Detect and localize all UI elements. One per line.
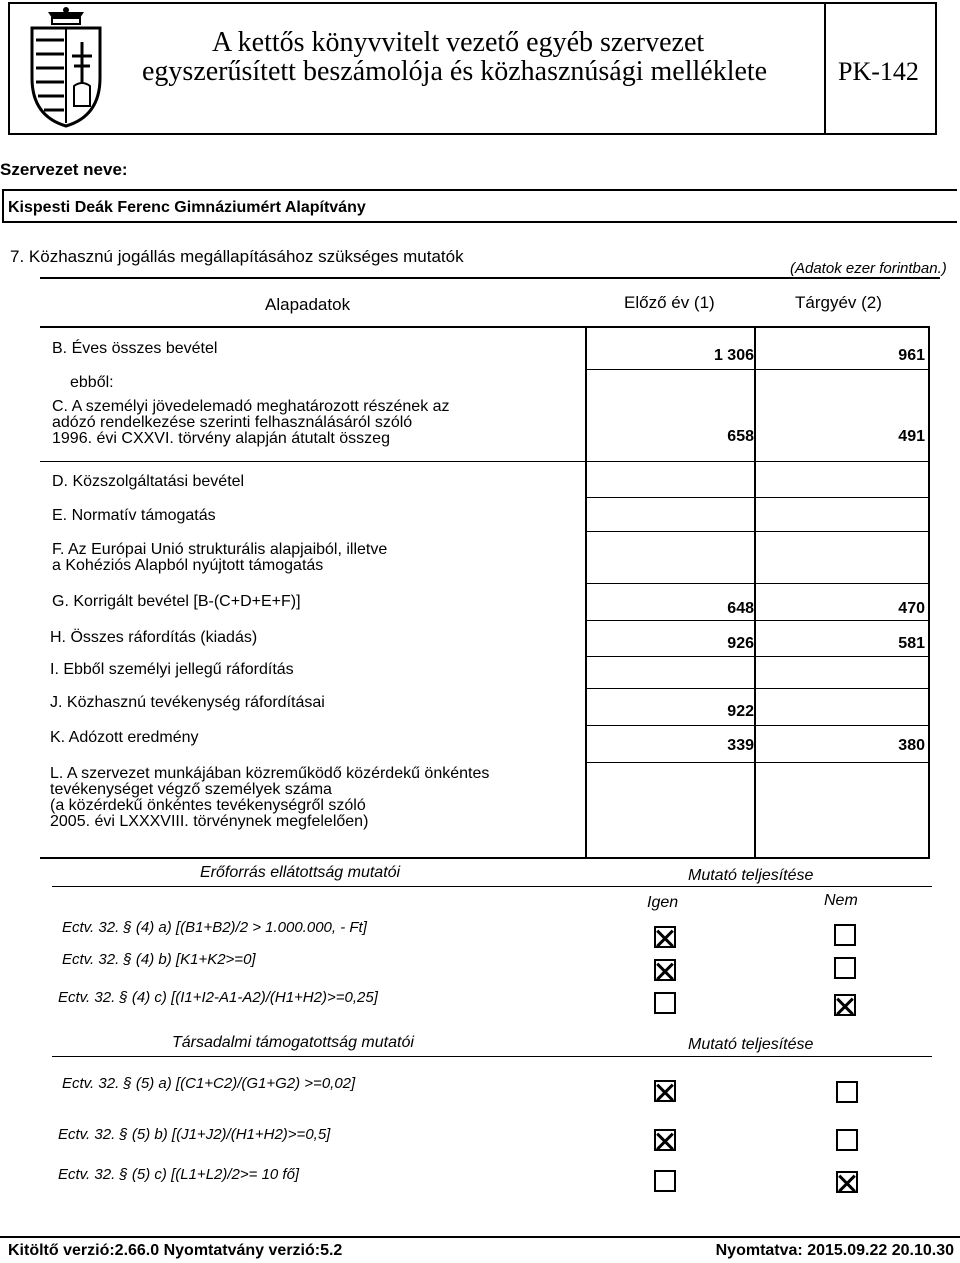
indicator-4b-yes-checkbox[interactable] [654, 959, 676, 981]
row-h-prev[interactable]: 926 [727, 635, 754, 652]
indicator-4a-yes-checkbox[interactable] [654, 926, 676, 948]
row-sep [585, 369, 930, 370]
row-b-sub-label: ebből: [70, 374, 114, 391]
row-b-curr[interactable]: 961 [898, 347, 925, 364]
indicators1-result-title: Mutató teljesítése [688, 867, 814, 884]
row-sep [585, 656, 930, 657]
row-i-label: I. Ebből személyi jellegű ráfordítás [50, 661, 294, 678]
row-l-label-1: L. A szervezet munkájában közreműködő közérdekű önkéntes [50, 765, 490, 782]
row-l-label-3: (a közérdekű önkéntes tevékenységről szóló [50, 797, 366, 814]
indicator-5c-yes-checkbox[interactable] [654, 1170, 676, 1192]
row-d-label: D. Közszolgáltatási bevétel [52, 473, 245, 490]
indicator-4a-label: Ectv. 32. § (4) a) [(B1+B2)/2 > 1.000.000, - Ft] [62, 919, 367, 936]
indicator-5a-yes-checkbox[interactable] [654, 1080, 676, 1102]
indicator-5c-label: Ectv. 32. § (5) c) [(L1+L2)/2>= 10 fő] [58, 1166, 300, 1183]
row-g-curr[interactable]: 470 [898, 600, 925, 617]
col-header-base: Alapadatok [265, 295, 351, 314]
row-g-label: G. Korrigált bevétel [B-(C+D+E+F)] [52, 593, 301, 610]
row-c-label-1: C. A személyi jövedelemadó meghatározott részének az [52, 398, 450, 415]
table-bottom-border [40, 857, 930, 859]
row-j-label: J. Közhasznú tevékenység ráfordításai [50, 694, 325, 711]
row-sep [585, 725, 930, 726]
form-title-line2: egyszerűsített beszámolója és közhasznúsági melléklete [142, 56, 768, 87]
indicator-5c-no-checkbox[interactable] [836, 1171, 858, 1193]
units-note: (Adatok ezer forintban.) [790, 260, 947, 277]
row-c-prev[interactable]: 658 [727, 428, 754, 445]
indicator-4b-label: Ectv. 32. § (4) b) [K1+K2>=0] [62, 951, 256, 968]
indicators2-title: Társadalmi támogatottság mutatói [172, 1034, 414, 1051]
row-c-label-2: adózó rendelkezése szerinti felhasználásáról szóló [52, 414, 413, 431]
indicator-5a-no-checkbox[interactable] [836, 1081, 858, 1103]
indicator-5b-yes-checkbox[interactable] [654, 1129, 676, 1151]
row-h-curr[interactable]: 581 [898, 635, 925, 652]
row-g-prev[interactable]: 648 [727, 600, 754, 617]
header-divider [824, 2, 826, 135]
indicators1-title: Erőforrás ellátottság mutatói [200, 864, 401, 881]
indicators2-underline [52, 1056, 932, 1057]
row-k-curr[interactable]: 380 [898, 737, 925, 754]
row-sep [585, 531, 930, 532]
no-column-header: Nem [824, 892, 858, 909]
row-l-label-4: 2005. évi LXXXVIII. törvénynek megfelelően) [50, 813, 369, 830]
row-b-label: B. Éves összes bevétel [52, 340, 218, 357]
indicators1-underline [52, 886, 932, 887]
hungarian-coat-of-arms-icon [18, 6, 114, 130]
row-sep [585, 762, 930, 763]
indicator-4c-no-checkbox[interactable] [834, 994, 856, 1016]
row-sep [40, 461, 930, 462]
form-code: PK-142 [838, 57, 919, 86]
indicators2-result-title: Mutató teljesítése [688, 1036, 814, 1053]
footer-printed: Nyomtatva: 2015.09.22 20.10.30 [715, 1242, 954, 1259]
footer-version: Kitöltő verzió:2.66.0 Nyomtatvány verzió:5.2 [8, 1242, 343, 1259]
row-f-label-1: F. Az Európai Unió strukturális alapjaiból, illetve [52, 541, 388, 558]
indicator-5b-no-checkbox[interactable] [836, 1129, 858, 1151]
org-name-label: Szervezet neve: [0, 160, 128, 179]
indicator-5b-label: Ectv. 32. § (5) b) [(J1+J2)/(H1+H2)>=0,5] [58, 1126, 331, 1143]
footer-rule [0, 1236, 960, 1238]
row-h-label: H. Összes ráfordítás (kiadás) [50, 629, 258, 646]
col-header-curr: Tárgyév (2) [795, 293, 882, 312]
col-divider-right [928, 326, 930, 858]
row-b-prev[interactable]: 1 306 [713, 347, 754, 364]
row-k-label: K. Adózott eredmény [50, 729, 199, 746]
col-divider-mid [754, 326, 756, 858]
row-c-label-3: 1996. évi CXXVI. törvény alapján átutalt összeg [52, 430, 390, 447]
org-name-value[interactable]: Kispesti Deák Ferenc Gimnáziumért Alapítvány [8, 199, 366, 216]
indicator-5a-label: Ectv. 32. § (5) a) [(C1+C2)/(G1+G2) >=0,02] [62, 1075, 356, 1092]
indicator-4c-yes-checkbox[interactable] [654, 992, 676, 1014]
row-sep [585, 497, 930, 498]
row-e-label: E. Normatív támogatás [52, 507, 216, 524]
row-sep [585, 620, 930, 621]
form-title-line1: A kettős könyvvitelt vezető egyéb szervezet [212, 27, 705, 58]
col-divider-left [585, 326, 587, 858]
col-header-prev: Előző év (1) [624, 293, 715, 312]
row-c-curr[interactable]: 491 [898, 428, 925, 445]
row-sep [585, 583, 930, 584]
indicator-4a-no-checkbox[interactable] [834, 924, 856, 946]
indicator-4c-label: Ectv. 32. § (4) c) [(I1+I2-A1-A2)/(H1+H2)>=0,25] [58, 989, 378, 1006]
yes-column-header: Igen [647, 894, 679, 911]
row-f-label-2: a Kohéziós Alapból nyújtott támogatás [52, 557, 324, 574]
row-sep [585, 688, 930, 689]
header-bottom-border [40, 326, 930, 328]
row-k-prev[interactable]: 339 [727, 737, 754, 754]
row-j-prev[interactable]: 922 [727, 703, 754, 720]
section-title: 7. Közhasznú jogállás megállapításához szükséges mutatók [10, 247, 464, 266]
table-top-border [40, 277, 940, 279]
row-l-label-2: tevékenységet végző személyek száma [50, 781, 332, 798]
indicator-4b-no-checkbox[interactable] [834, 957, 856, 979]
